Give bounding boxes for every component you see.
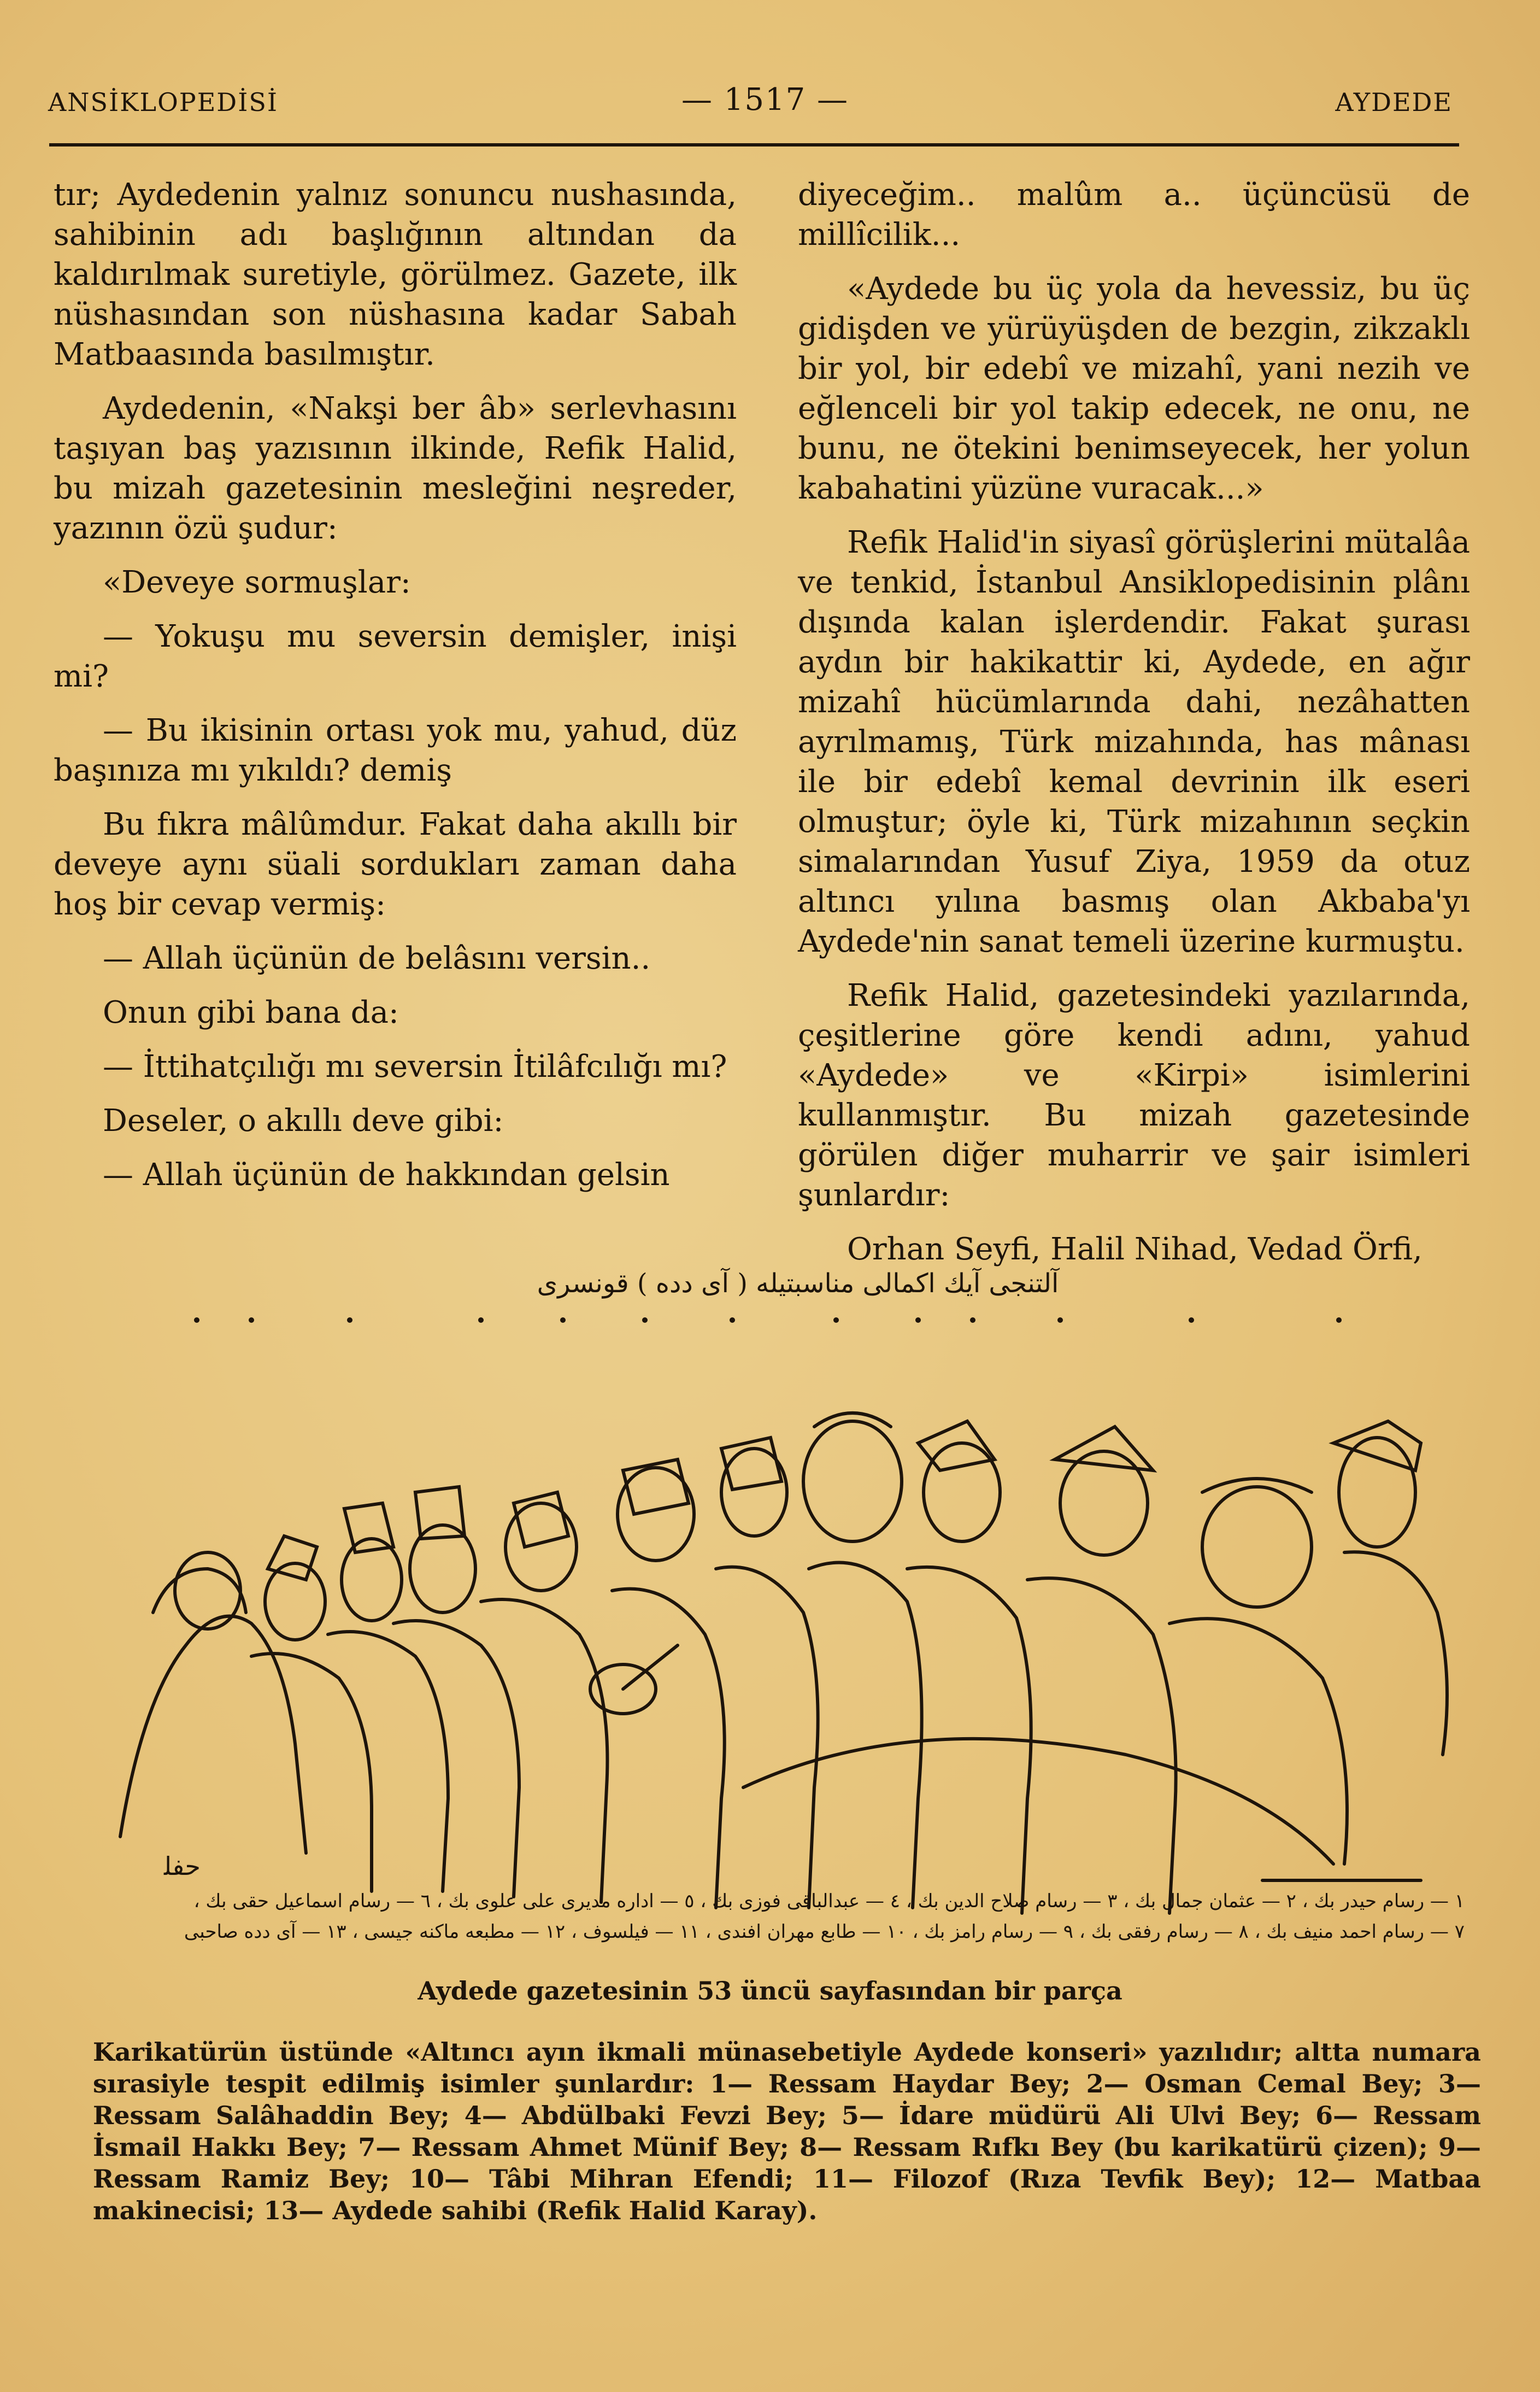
left-paragraph-6: Bu fıkra mâlûmdur. Fakat daha akıllı bir deveye aynı süali sordukları zaman daha hoş bir cevap vermiş:: [54, 807, 737, 922]
left-paragraph-11: — Allah üçünün de hakkından gelsin: [103, 1157, 670, 1193]
right-column: [798, 175, 1470, 1283]
left-paragraph-10: Deseler, o akıllı deve gibi:: [103, 1103, 504, 1139]
right-paragraph-5: Orhan Seyfi, Halil Nihad, Vedad Örfi,: [847, 1232, 1423, 1267]
right-paragraph-1: diyeceğim.. malûm a.. üçüncüsü de millîcilik...: [798, 177, 1470, 253]
header-rule: [49, 143, 1459, 146]
running-header-right: AYDEDE: [1335, 87, 1453, 117]
left-column: [54, 175, 737, 1209]
figure-caption-title: Aydede gazetesinin 53 üncü sayfasından bir parça: [418, 1976, 1122, 2006]
running-header-left: ANSİKLOPEDİSİ: [48, 87, 279, 117]
cartoon-ottoman-legend: [87, 1886, 1465, 1968]
left-paragraph-2: Aydedenin, «Nakşi ber âb» serlevhasını taşıyan baş yazısının ilkinde, Refik Halid, bu mizah gazetesinin mesleğini neşreder, yazının özü şudur:: [54, 391, 737, 546]
page-number: — 1517 —: [681, 82, 849, 118]
figure-caption-body: Karikatürün üstünde «Altıncı ayın ikmali münasebetiyle Aydede konseri» yazılıdır; altta numara sırasiyle tespit edilmiş isimler şunlardır: 1— Ressam Haydar Bey; 2— Osman Cemal Bey; 3— Ressam Salâhaddin Bey; 4— Abdülbaki Fevzi Bey; 5— İdare müdürü Ali Ulvi Bey; 6— Ressam İsmail Hakkı Bey; 7— Ressam Ahmet Münif Bey; 8— Ressam Rıfkı Bey (bu karikatürü çizen); 9— Ressam Ramiz Bey; 10— Tâbi Mihran Efendi; 11— Filozof (Rıza Tevfik Bey); 12— Matbaa makinecisi; 13— Aydede sahibi (Refik Halid Karay).: [93, 2037, 1481, 2225]
right-paragraph-3: Refik Halid'in siyasî görüşlerini mütalâa ve tenkid, İstanbul Ansiklopedisinin plânı dışında kalan işlerdendir. Fakat şurası aydın bir hakikattir ki, Aydede, en ağır mizahî hücümlarında dahi, nezâhatten ayrılmamış, Türk mizahında, has mânası ile bir edebî kemal devrinin ilk eseri olmuştur; öyle ki, Türk mizahının seçkin simalarından Yusuf Ziya, 1959 da otuz altıncı yılına basmış olan Akbaba'yı Aydede'nin sanat temeli üzerine kurmuştu.: [798, 525, 1470, 959]
right-paragraph-2: «Aydede bu üç yola da hevessiz, bu üç gidişden ve yürüyüşden de bezgin, zikzaklı bir yol, bir edebî ve mizahî, yani nezih ve eğlenceli bir yol takip edecek, ne onu, ne bunu, ne ötekini benimseyecek, her yolun kabahatini yüzüne vuracak...»: [798, 271, 1470, 506]
left-paragraph-1: tır; Aydedenin yalnız sonuncu nushasında, sahibinin adı başlığının altından da kaldırılmak suretiyle, görülmez. Gazete, ilk nüshasından son nüshasına kadar Sabah Matbaasında basılmıştır.: [54, 177, 737, 372]
left-paragraph-4: — Yokuşu mu seversin demişler, inişi mi?: [54, 619, 737, 694]
concert-caricature: [87, 1263, 1465, 1935]
left-paragraph-3: «Deveye sormuşlar:: [103, 565, 411, 600]
cartoon-ottoman-title: آلتنجى آيك اكمالى مناسبتيله ( آى دده ) قونسرى: [537, 1268, 1059, 1299]
svg-text:ﺣﻔﻠ: ﺣﻔﻠ: [164, 1851, 201, 1881]
cartoon-legend-line-2: ٧ — رسام احمد منيف بك ، ٨ — رسام رفقى بك ، ٩ — رسام رامز بك ، ١٠ — طابع مهران افندى ، ١١ — فيلسوف ، ١٢ — مطبعه ماكنه جيسى ، ١٣ — آى دده صاحبى: [184, 1921, 1465, 1943]
left-paragraph-9: — İttihatçılığı mı seversin İtilâfcılığı mı?: [103, 1049, 727, 1084]
left-paragraph-8: Onun gibi bana da:: [103, 995, 399, 1030]
cartoon-legend-line-1: ١ — رسام حيدر بك ، ٢ — عثمان جمال بك ، ٣ — رسام صلاح الدين بك ، ٤ — عبدالباقى فوزى بك ، ٥ — اداره مديرى على علوى بك ، ٦ — رسام اسماعيل حقى بك ،: [193, 1890, 1465, 1912]
left-paragraph-7: — Allah üçünün de belâsını versin..: [103, 941, 651, 976]
right-paragraph-4: Refik Halid, gazetesindeki yazılarında, çeşitlerine göre kendi adını, yahud «Aydede» ve «Kirpi» isimlerini kullanmıştır. Bu mizah gazetesinde görülen diğer muharrir ve şair isimleri şunlardır:: [798, 978, 1470, 1213]
left-paragraph-5: — Bu ikisinin ortası yok mu, yahud, düz başınıza mı yıkıldı? demiş: [54, 713, 737, 788]
